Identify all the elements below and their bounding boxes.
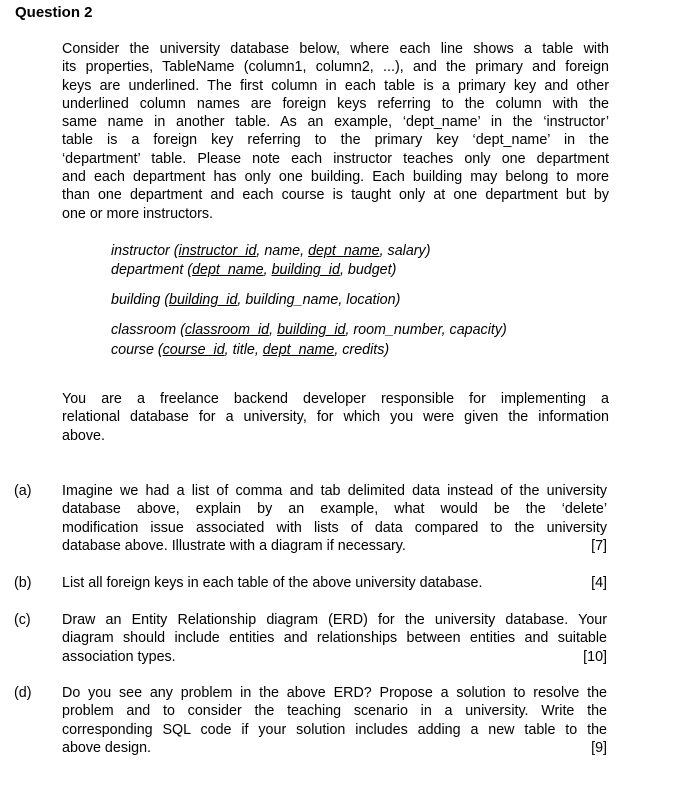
question-line: problem and to consider the teaching scenario in a university. Write the — [62, 703, 607, 720]
table-name: instructor — [111, 243, 170, 259]
primary-key: course_id — [162, 342, 225, 358]
intro-line: ‘department’ table. Please note each instructor teaches only one department — [62, 150, 609, 167]
context-paragraph — [62, 390, 609, 445]
schema-instructor — [111, 242, 430, 261]
question-text — [62, 684, 607, 757]
table-name: classroom — [111, 322, 177, 338]
context-line: You are a freelance backend developer responsible for implementing a — [62, 391, 609, 407]
foreign-key: dept_name — [262, 342, 335, 358]
intro-line: than one department and each course is taught only at one department but by — [62, 187, 609, 204]
primary-key: building_id — [169, 292, 238, 308]
columns: , credits) — [334, 342, 390, 358]
intro-line: table is a foreign key referring to the primary key ‘dept_name’ in the — [62, 132, 609, 149]
question-text — [62, 482, 607, 555]
question-line: association types. — [62, 648, 176, 665]
intro-line: and each department has only one building. Each building may belong to more — [62, 169, 609, 186]
intro-line: underlined column names are foreign keys referring to the column with the — [62, 95, 609, 112]
schema-course — [111, 341, 389, 360]
question-marks: [4] — [591, 575, 607, 591]
schema-department — [111, 261, 396, 280]
question-c — [14, 611, 620, 667]
question-marks: [7] — [591, 538, 607, 554]
primary-key: classroom_id — [184, 322, 270, 338]
question-marks: [10] — [583, 649, 607, 665]
paren: ( — [153, 342, 163, 358]
question-line: modification issue associated with lists of data compared to the university — [62, 519, 607, 536]
table-name: course — [111, 342, 154, 358]
context-line: above. — [62, 427, 105, 444]
columns: , name, — [256, 243, 309, 259]
table-name: building — [111, 292, 161, 308]
paren: ( — [183, 262, 193, 278]
question-marks: [9] — [591, 740, 607, 756]
question-line: List all foreign keys in each table of the above university database. — [62, 575, 483, 591]
columns: , budget) — [339, 262, 397, 278]
question-text — [62, 611, 607, 666]
question-text — [62, 574, 607, 592]
paren: ( — [176, 322, 185, 338]
schema-classroom — [111, 321, 507, 340]
question-line: Imagine we had a list of comma and tab delimited data instead of the university — [62, 483, 607, 499]
question-line: diagram should include entities and relationships between entities and suitable — [62, 630, 607, 647]
intro-line: its properties, TableName (column1, column2, ...), and the primary and foreign — [62, 59, 609, 76]
intro-line: same name in another table. As an example, ‘dept_name’ in the ‘instructor’ — [62, 114, 609, 131]
foreign-key: building_id — [271, 262, 340, 278]
columns: , title, — [224, 342, 263, 358]
question-d — [14, 684, 620, 758]
columns: , — [269, 322, 278, 338]
context-line: relational database for a university, for which you were given the information — [62, 409, 609, 426]
question-line: above design. — [62, 739, 152, 756]
schema-building — [111, 291, 400, 310]
question-label: (d) — [14, 685, 32, 701]
intro-paragraph — [62, 40, 609, 223]
primary-key: instructor_id — [178, 243, 257, 259]
columns: , — [263, 262, 272, 278]
columns: , building_name, location) — [237, 292, 401, 308]
question-b — [14, 574, 620, 594]
foreign-key: building_id — [277, 322, 346, 338]
columns: , salary) — [379, 243, 431, 259]
question-line: database above, explain by an example, what would be the ‘delete’ — [62, 501, 607, 518]
foreign-key: dept_name — [308, 243, 380, 259]
paren: ( — [169, 243, 179, 259]
question-heading: Question 2 — [15, 4, 93, 21]
paren: ( — [160, 292, 170, 308]
question-line: Draw an Entity Relationship diagram (ERD) for the university database. Your — [62, 612, 607, 628]
question-label: (b) — [14, 575, 32, 591]
primary-key: dept_name — [192, 262, 264, 278]
intro-line: one or more instructors. — [62, 205, 213, 222]
intro-line: Consider the university database below, where each line shows a table with — [62, 41, 609, 57]
question-a — [14, 482, 620, 556]
question-label: (a) — [14, 483, 32, 499]
question-line: database above. Illustrate with a diagram if necessary. — [62, 537, 406, 554]
table-name: department — [111, 262, 184, 278]
intro-line: keys are underlined. The first column in each table is a primary key and other — [62, 77, 609, 94]
question-line: Do you see any problem in the above ERD? Propose a solution to resolve the — [62, 685, 607, 701]
columns: , room_number, capacity) — [345, 322, 507, 338]
question-line: corresponding SQL code if your solution includes adding a new table to the — [62, 721, 607, 738]
question-label: (c) — [14, 612, 31, 628]
